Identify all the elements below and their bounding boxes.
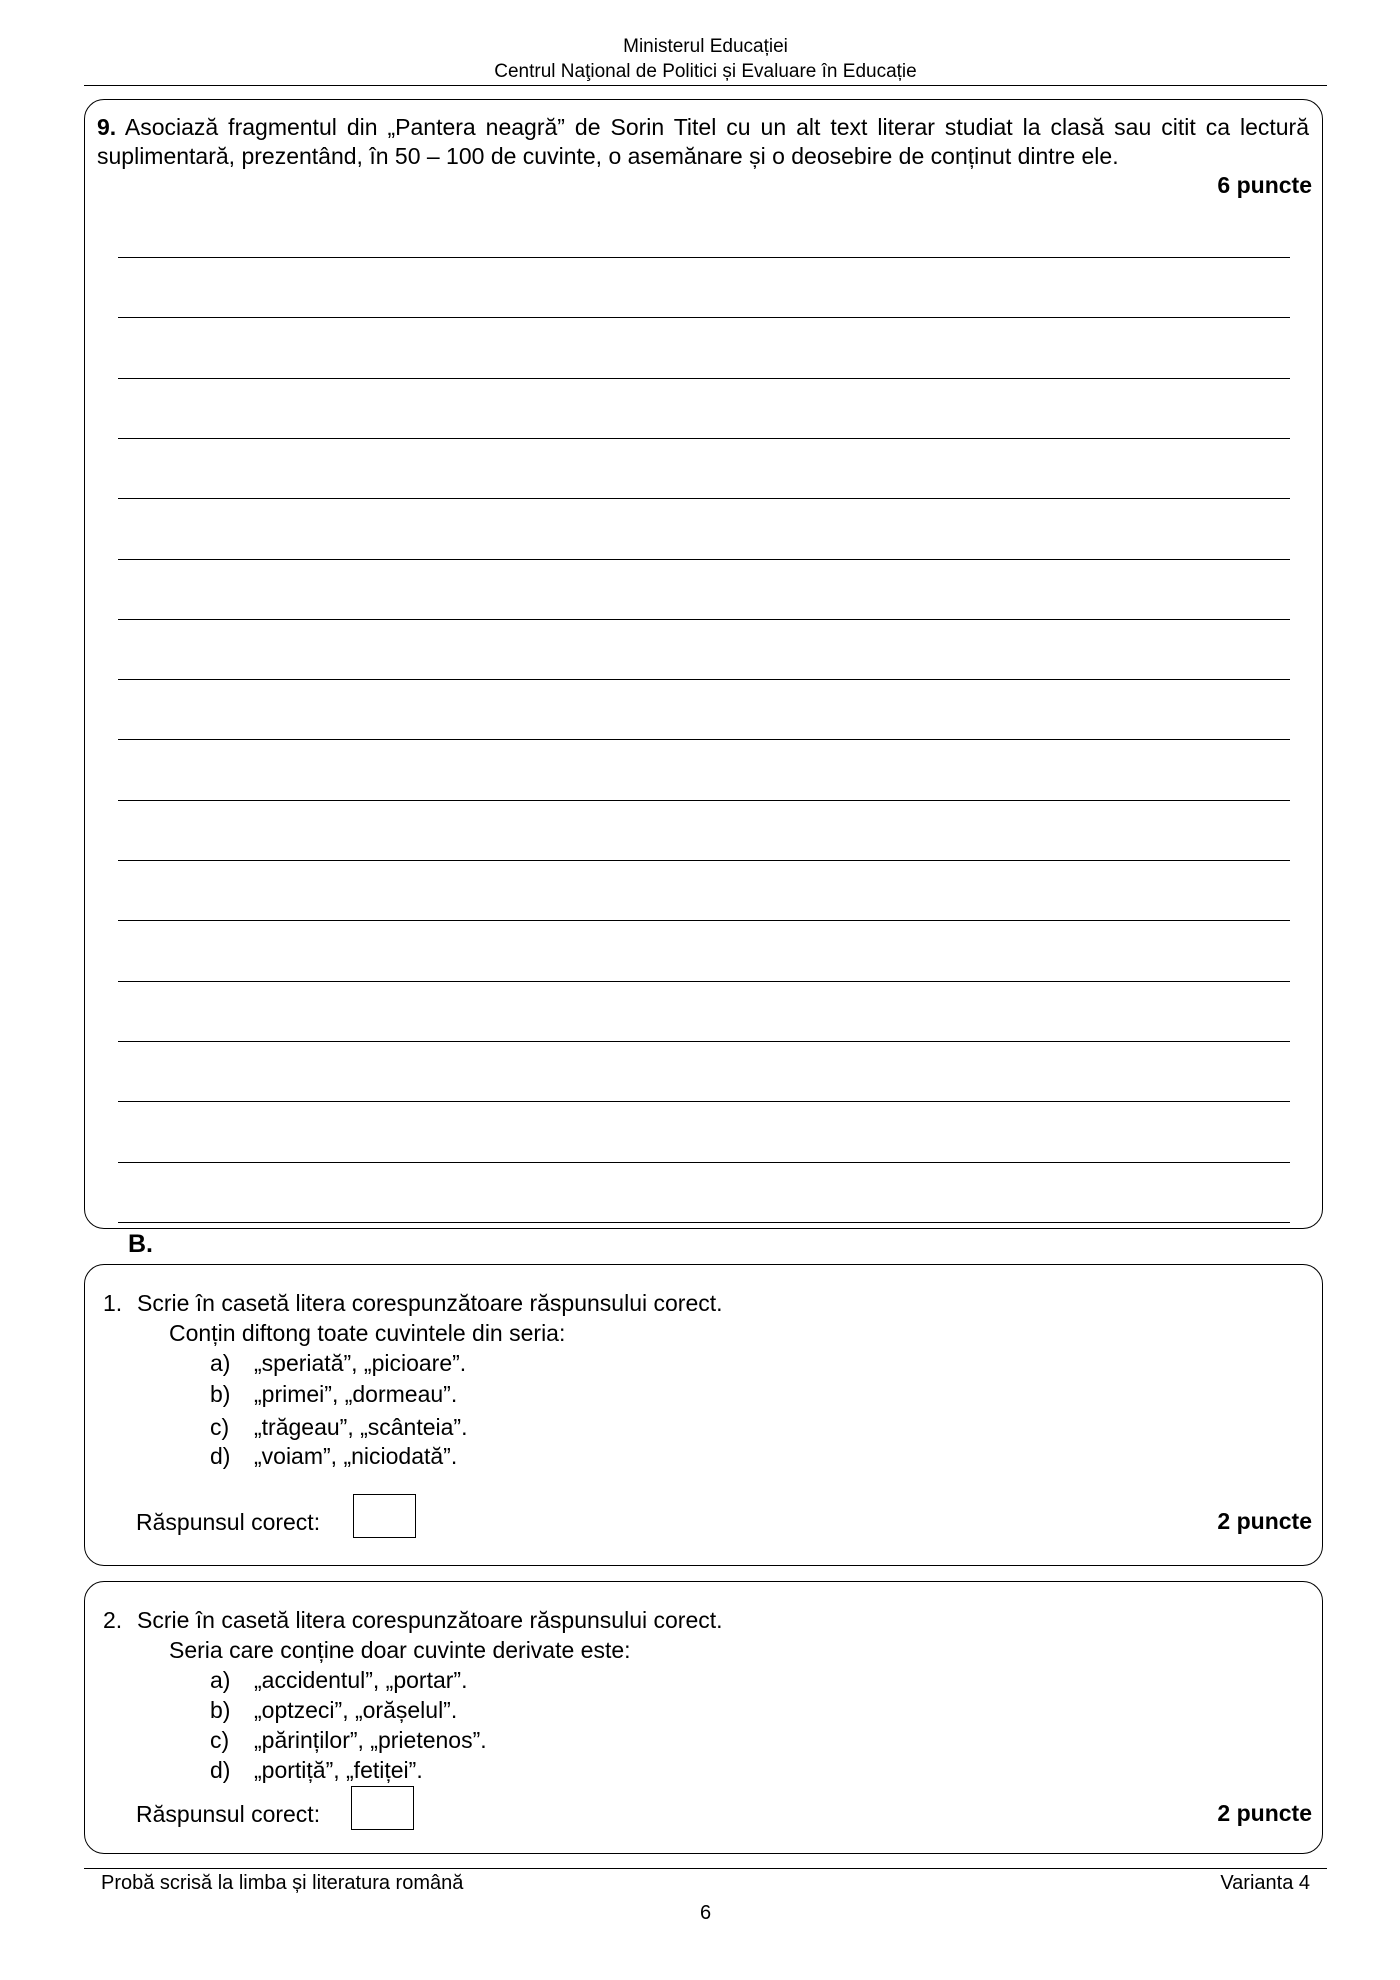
answer-label-b2: Răspunsul corect: [136,1801,321,1827]
question-9-body: Asociază fragmentul din „Pantera neagră” de Sorin Titel cu un alt text literar studiat la clasă sau citit ca lectură suplimentară, prezentând, în 50 – 100 de cuvinte, o asemănare și o deosebire de conținut dintre ele. [97,114,1309,169]
question-b2-number: 2. [103,1607,123,1633]
option-b2-d: d) „portiță”, „fetiței”. [210,1757,423,1783]
option-b1-a: a) „speriată”, „picioare”. [210,1350,467,1376]
question-b2-prompt: Seria care conține doar cuvinte derivate este: [169,1637,631,1663]
question-b2-box [84,1581,1323,1854]
answer-line[interactable] [118,317,1290,318]
question-b2-points: 2 puncte [1217,1800,1312,1826]
option-b2-b: b) „optzeci”, „orășelul”. [210,1697,458,1723]
footer-rule [84,1868,1327,1869]
header-center: Centrul Naţional de Politici și Evaluare în Educație [494,61,917,82]
question-9-text [97,113,1309,171]
answer-line[interactable] [118,860,1290,861]
footer-variant: Varianta 4 [1220,1872,1310,1894]
answer-line[interactable] [118,800,1290,801]
page-number: 6 [699,1902,712,1924]
option-b1-d: d) „voiam”, „niciodată”. [210,1443,458,1469]
question-b1-prompt: Conțin diftong toate cuvintele din seria: [169,1320,566,1346]
question-b1-points: 2 puncte [1217,1508,1312,1534]
option-b1-c: c) „trăgeau”, „scânteia”. [210,1414,468,1440]
question-b1-number: 1. [103,1290,123,1316]
answer-line[interactable] [118,981,1290,982]
answer-line[interactable] [118,438,1290,439]
answer-line[interactable] [118,1222,1290,1223]
question-9-points: 6 puncte [1217,172,1312,198]
answer-line[interactable] [118,498,1290,499]
answer-line[interactable] [118,1162,1290,1163]
question-b2-instruction: 2. Scrie în casetă litera corespunzătoare răspunsului corect. [103,1607,723,1633]
question-b1-box [84,1264,1323,1566]
question-9-number: 9. [97,114,117,140]
footer-exam-title: Probă scrisă la limba și literatura română [101,1872,464,1894]
answer-line[interactable] [118,679,1290,680]
question-b1-instruction: 1. Scrie în casetă litera corespunzătoare răspunsului corect. [103,1290,723,1316]
answer-line[interactable] [118,378,1290,379]
answer-line[interactable] [118,559,1290,560]
answer-line[interactable] [118,257,1290,258]
answer-box-b2[interactable] [351,1786,414,1830]
answer-label-b1: Răspunsul corect: [136,1509,321,1535]
option-b1-b: b) „primei”, „dormeau”. [210,1381,458,1407]
page-header [84,34,1327,84]
answer-line[interactable] [118,1041,1290,1042]
section-b-label: B. [128,1230,153,1258]
answer-line[interactable] [118,739,1290,740]
option-b2-a: a) „accidentul”, „portar”. [210,1667,468,1693]
answer-box-b1[interactable] [353,1494,416,1538]
answer-line[interactable] [118,920,1290,921]
header-rule [84,85,1327,86]
header-ministry: Ministerul Educației [623,36,788,57]
answer-line[interactable] [118,1101,1290,1102]
answer-line[interactable] [118,619,1290,620]
option-b2-c: c) „părinților”, „prietenos”. [210,1727,487,1753]
question-9-box [84,99,1323,1229]
